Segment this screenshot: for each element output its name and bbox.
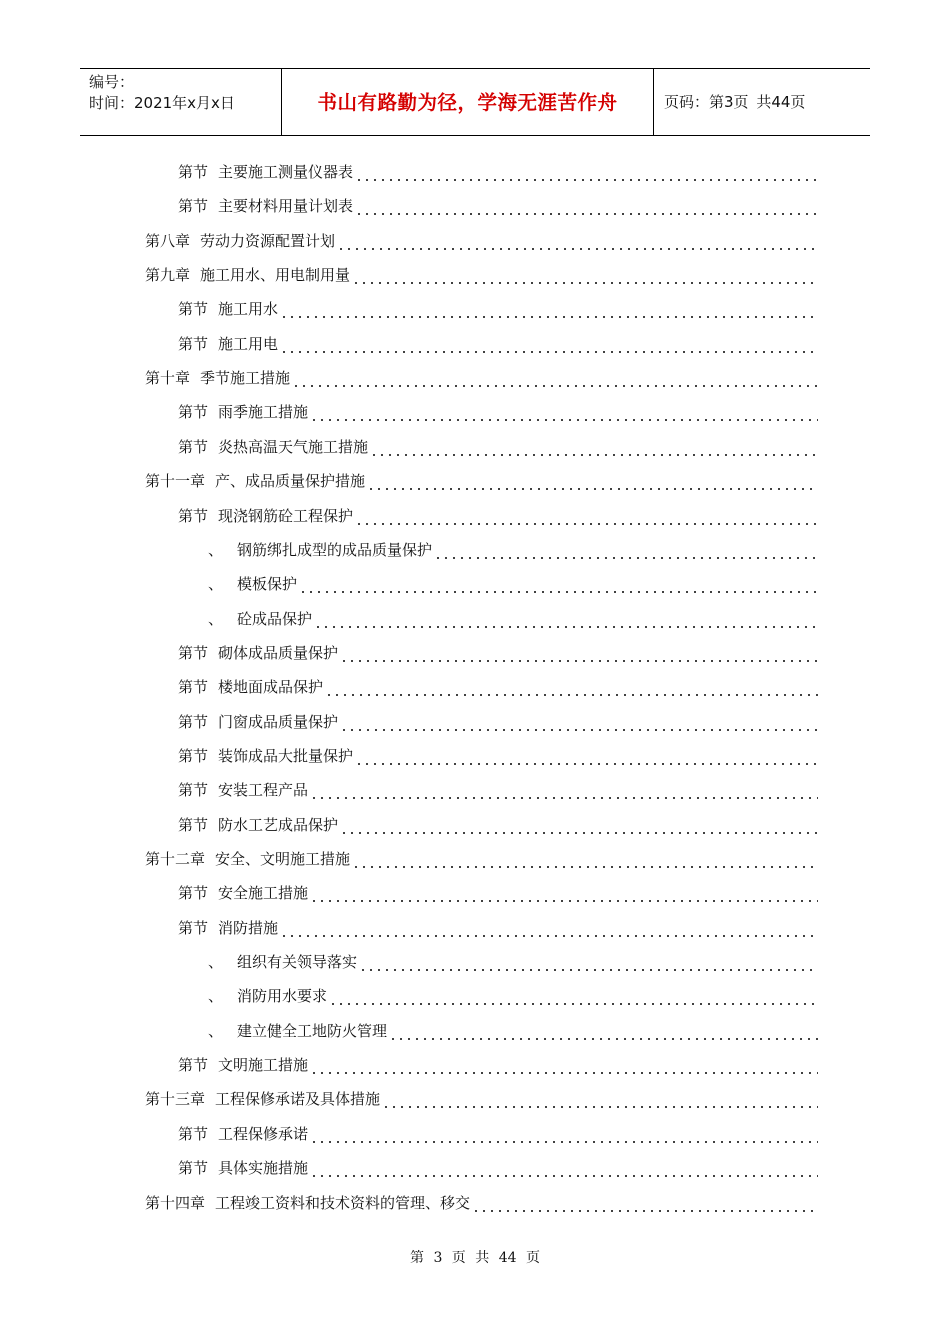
- toc-entry[interactable]: [178, 161, 818, 183]
- toc-entry[interactable]: [178, 676, 818, 698]
- toc-entry-number: 第节: [178, 643, 209, 662]
- toc-entry[interactable]: [178, 436, 818, 458]
- toc-entry[interactable]: [178, 1123, 818, 1145]
- toc-entry[interactable]: [208, 985, 818, 1007]
- toc-entry[interactable]: [145, 470, 818, 492]
- toc-entry-title: 消防措施: [218, 918, 279, 937]
- header-page-number: 页码：第3页: [664, 93, 749, 111]
- dot-leader: [355, 195, 818, 217]
- toc-entry[interactable]: [178, 814, 818, 836]
- toc-entry[interactable]: [208, 573, 818, 595]
- document-time-label: 时间：2021年x月x日: [89, 94, 235, 112]
- page-header: [80, 68, 870, 136]
- toc-entry-title: 楼地面成品保护: [218, 678, 324, 697]
- toc-entry[interactable]: [145, 1088, 818, 1110]
- toc-entry[interactable]: [178, 505, 818, 527]
- toc-entry-title: 砌体成品质量保护: [218, 643, 339, 662]
- document-number-label: 编号：: [89, 73, 135, 91]
- toc-entry[interactable]: [208, 1020, 818, 1042]
- page-footer: 第 3 页 共 44 页: [410, 1250, 540, 1266]
- dot-leader: [329, 985, 818, 1007]
- toc-entry[interactable]: [178, 401, 818, 423]
- toc-entry-number: 第节: [178, 1124, 209, 1143]
- toc-entry-number: 第九章: [145, 266, 191, 285]
- header-total-pages: 共44页: [756, 93, 806, 111]
- toc-entry[interactable]: [178, 745, 818, 767]
- toc-entry-number: 第十二章: [145, 850, 206, 868]
- toc-entry-title: 防水工艺成品保护: [218, 815, 339, 834]
- toc-entry[interactable]: [208, 539, 818, 561]
- dot-leader: [310, 1157, 818, 1179]
- toc-entry-number: 第节: [178, 1056, 209, 1075]
- toc-entry-title: 劳动力资源配置计划: [200, 231, 336, 250]
- toc-entry-title: 具体实施措施: [218, 1159, 309, 1178]
- toc-entry-title: 组织有关领导落实: [237, 953, 358, 972]
- toc-entry-title: 门窗成品质量保护: [218, 712, 339, 731]
- dot-leader: [280, 917, 818, 939]
- toc-entry[interactable]: [178, 1157, 818, 1179]
- toc-entry-number: 第节: [178, 300, 209, 319]
- toc-entry[interactable]: [178, 195, 818, 217]
- dot-leader: [310, 1123, 818, 1145]
- toc-entry[interactable]: [178, 779, 818, 801]
- toc-entry[interactable]: [178, 1054, 818, 1076]
- toc-entry-number: 第节: [178, 163, 209, 181]
- toc-entry-title: 安全、文明施工措施: [215, 850, 351, 868]
- dot-leader: [355, 505, 818, 527]
- dot-leader: [280, 298, 818, 320]
- dot-leader: [367, 470, 818, 492]
- dot-leader: [382, 1088, 818, 1110]
- dot-leader: [280, 333, 818, 355]
- toc-entry[interactable]: [178, 711, 818, 733]
- toc-entry[interactable]: [178, 917, 818, 939]
- dot-leader: [359, 951, 818, 973]
- dot-leader: [340, 814, 818, 836]
- toc-entry[interactable]: [178, 333, 818, 355]
- dot-leader: [352, 264, 818, 286]
- dot-leader: [340, 711, 818, 733]
- toc-entry-bullet: 、: [208, 609, 224, 628]
- header-slogan: 书山有路勤为径，学海无涯苦作舟: [282, 69, 654, 136]
- toc-entry-title: 工程竣工资料和技术资料的管理、移交: [215, 1193, 471, 1212]
- toc-entry-title: 主要材料用量计划表: [218, 197, 354, 216]
- dot-leader: [340, 642, 818, 664]
- dot-leader: [325, 676, 818, 698]
- toc-entry-number: 第节: [178, 197, 209, 216]
- toc-entry-title: 产、成品质量保护措施: [215, 472, 366, 491]
- toc-entry[interactable]: [145, 264, 818, 286]
- toc-entry[interactable]: [178, 298, 818, 320]
- toc-entry-number: 第节: [178, 334, 209, 353]
- toc-entry-number: 第十章: [145, 369, 191, 388]
- toc-entry-number: 第十四章: [145, 1193, 206, 1212]
- toc-entry-title: 施工用电: [218, 334, 279, 353]
- toc-entry-number: 第节: [178, 781, 209, 800]
- dot-leader: [310, 882, 818, 904]
- toc-entry-title: 炎热高温天气施工措施: [218, 437, 369, 456]
- toc-entry-bullet: 、: [208, 575, 224, 594]
- toc-entry[interactable]: [208, 608, 818, 630]
- dot-leader: [355, 745, 818, 767]
- toc-entry[interactable]: [178, 642, 818, 664]
- toc-entry-bullet: 、: [208, 987, 224, 1006]
- toc-entry[interactable]: [208, 951, 818, 973]
- dot-leader: [389, 1020, 818, 1042]
- toc-entry-number: 第十一章: [145, 472, 206, 491]
- dot-leader: [310, 779, 818, 801]
- toc-entry-title: 施工用水、用电制用量: [200, 266, 351, 285]
- toc-entry-title: 现浇钢筋砼工程保护: [218, 506, 354, 525]
- toc-entry-number: 第节: [178, 712, 209, 731]
- dot-leader: [370, 436, 818, 458]
- dot-leader: [292, 367, 818, 389]
- toc-entry-title: 文明施工措施: [218, 1056, 309, 1075]
- header-page-cell: [654, 69, 870, 136]
- toc-entry-number: 第八章: [145, 231, 191, 250]
- toc-entry-number: 第节: [178, 918, 209, 937]
- dot-leader: [310, 1054, 818, 1076]
- toc-entry-title: 模板保护: [237, 575, 298, 594]
- toc-entry-title: 主要施工测量仪器表: [218, 163, 354, 181]
- toc-entry-number: 第节: [178, 678, 209, 697]
- dot-leader: [310, 401, 818, 423]
- toc-entry[interactable]: [178, 882, 818, 904]
- toc-entry[interactable]: [145, 367, 818, 389]
- toc-entry-number: 第节: [178, 884, 209, 903]
- toc-entry-title: 钢筋绑扎成型的成品质量保护: [237, 540, 433, 559]
- dot-leader: [355, 161, 818, 183]
- toc-entry-number: 第节: [178, 1159, 209, 1178]
- header-info-cell: [80, 69, 282, 136]
- toc-entry-bullet: 、: [208, 1021, 224, 1040]
- toc-entry-title: 季节施工措施: [200, 369, 291, 388]
- dot-leader: [337, 230, 818, 252]
- toc-entry-title: 建立健全工地防火管理: [237, 1021, 388, 1040]
- toc-entry-title: 施工用水: [218, 300, 279, 319]
- toc-entry-number: 第节: [178, 437, 209, 456]
- toc-entry-number: 第节: [178, 815, 209, 834]
- toc-entry-title: 消防用水要求: [237, 987, 328, 1006]
- toc-entry-title: 工程保修承诺及具体措施: [215, 1090, 381, 1109]
- toc-entry-title: 装饰成品大批量保护: [218, 746, 354, 765]
- dot-leader: [472, 1192, 818, 1214]
- toc-entry-title: 工程保修承诺: [218, 1124, 309, 1143]
- toc-entry[interactable]: [145, 230, 818, 252]
- dot-leader: [299, 573, 818, 595]
- toc-entry-title: 安全施工措施: [218, 884, 309, 903]
- toc-entry-title: 安装工程产品: [218, 781, 309, 800]
- toc-entry[interactable]: [145, 1192, 818, 1214]
- toc-entry-bullet: 、: [208, 953, 224, 972]
- toc-entry-number: 第节: [178, 506, 209, 525]
- toc-entry-number: 第节: [178, 403, 209, 422]
- toc-entry-number: 第节: [178, 746, 209, 765]
- dot-leader: [314, 608, 818, 630]
- toc-entry-title: 雨季施工措施: [218, 403, 309, 422]
- toc-entry-title: 砼成品保护: [237, 609, 313, 628]
- dot-leader: [352, 848, 818, 870]
- dot-leader: [434, 539, 818, 561]
- toc-entry-number: 第十三章: [145, 1090, 206, 1109]
- toc-entry-bullet: 、: [208, 540, 224, 559]
- toc-entry[interactable]: [145, 848, 818, 870]
